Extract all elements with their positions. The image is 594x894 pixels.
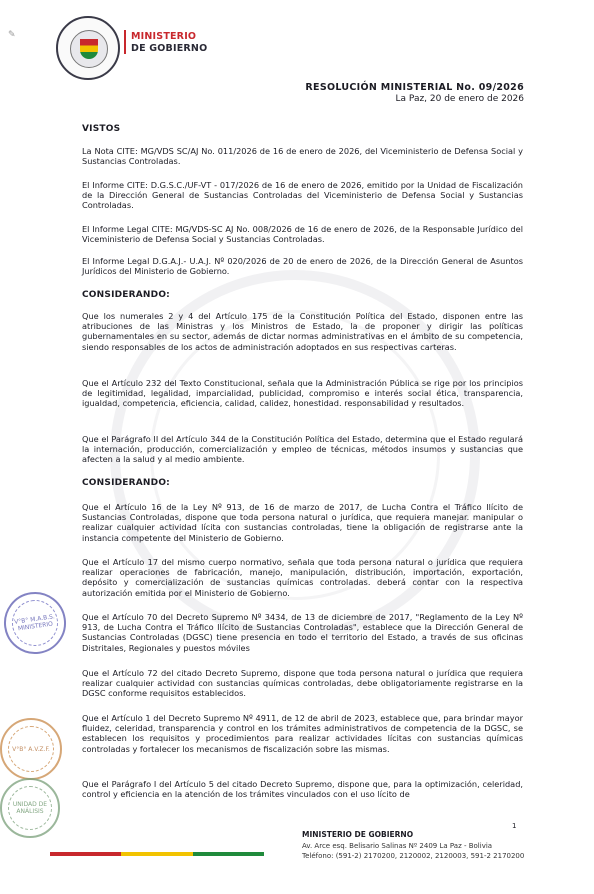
considerando-paragraph: Que el Artículo 17 del mismo cuerpo normativo, señala que toda persona natural o jurídica que requiera realizar operaciones de fabricación, manejo, manipulación, distribución, importación, exportación, depósito y comercialización de sustancias químicas controladas. deberá contar con la respectiva autorización emitida por el Ministerio de Gobierno.: [82, 557, 523, 598]
approval-stamp-icon: V°B° M.A.B.S. MINISTERIO: [0, 588, 70, 658]
section-heading-considerando: CONSIDERANDO:: [82, 290, 170, 300]
resolution-title: RESOLUCIÓN MINISTERIAL No. 09/2026: [305, 82, 524, 93]
footer-address: Av. Arce esq. Belisario Salinas Nº 2409 La Paz - Bolivia: [302, 842, 493, 850]
footer-org: MINISTERIO DE GOBIERNO: [302, 830, 414, 839]
considerando-paragraph: Que el Artículo 232 del Texto Constitucional, señala que la Administración Pública se rige por los principios de legitimidad, legalidad, imparcialidad, publicidad, compromiso e interés social ética, transparencia, igualdad, competencia, eficiencia, calidad, calidez, honestidad. responsabilidad y resultados.: [82, 378, 523, 409]
considerando-paragraph: Que el Artículo 16 de la Ley Nº 913, de 16 de marzo de 2017, de Lucha Contra el Tráfico Ilícito de Sustancias Controladas, dispone que toda persona natural o jurídica, que requiera manejar. manipular o realizar cualquier actividad lícita con sustancias controladas, tiene la obligación de registrarse ante la instancia competente del Ministerio de Gobierno.: [82, 502, 523, 543]
section-heading-vistos: VISTOS: [82, 124, 121, 134]
footer-phones: Teléfono: (591-2) 2170200, 2120002, 2120003, 591-2 2170200: [302, 852, 525, 860]
considerando-paragraph: Que el Parágrafo I del Artículo 5 del citado Decreto Supremo, dispone que, para la optimización, celeridad, control y eficiencia en la atención de los trámites vinculados con el uso lícito de: [82, 779, 523, 800]
page-number: 1: [512, 822, 517, 830]
considerando-paragraph: Que el Artículo 70 del Decreto Supremo Nº 3434, de 13 de diciembre de 2017, "Reglamento de la Ley Nº 913, de Lucha Contra el Tráfico Ilícito de Sustancias Controladas", establece que la Dirección General de Sustancias Controladas (DGSC) tiene presencia en todo el territorio del Estado, a través de sus oficinas Distritales, Regionales y puestos móviles: [82, 612, 523, 653]
considerando-paragraph: Que el Artículo 1 del Decreto Supremo Nº 4911, de 12 de abril de 2023, establece que, para brindar mayor fluidez, celeridad, transparencia y control en los trámites administrativos de competencia de la DGSC, se establecen los requisitos y procedimientos para realizar actividades lícitas con sustancias químicas controladas y fortalecer los mecanismos de fiscalización sobre las mismas.: [82, 713, 523, 754]
considerando-paragraph: Que los numerales 2 y 4 del Artículo 175 de la Constitución Política del Estado, disponen entre las atribuciones de las Ministras y los Ministros de Estado, la de proponer y dirigir las políticas gubernamentales en su sector, además de dictar normas administrativas en el ámbito de su competencia, siendo responsables de los actos de administración adoptados en sus respectivas carteras.: [82, 311, 523, 352]
vistos-paragraph: El Informe Legal CITE: MG/VDS-SC AJ No. 008/2026 de 16 de enero de 2026, de la Responsable Jurídico del Viceministerio de Defensa Social y Sustancias Controladas.: [82, 224, 523, 245]
flag-red-stripe: [50, 852, 121, 856]
approval-stamp-icon: V°B° A.V.Z.F.: [0, 718, 62, 780]
section-heading-considerando: CONSIDERANDO:: [82, 478, 170, 488]
org-name-line1: MINISTERIO: [131, 31, 197, 42]
org-name-line2: DE GOBIERNO: [131, 43, 208, 54]
considerando-paragraph: Que el Parágrafo II del Artículo 344 de la Constitución Política del Estado, determina que el Estado regulará la internación, producción, comercialización y empleo de técnicas, métodos insumos y sustancias que afecten a la salud y al medio ambiente.: [82, 434, 523, 465]
presidency-seal-icon: [56, 16, 120, 80]
resolution-date: La Paz, 20 de enero de 2026: [395, 94, 524, 104]
scan-mark: ✎: [8, 30, 16, 40]
vistos-paragraph: El Informe Legal D.G.A.J.- U.A.J. Nº 020/2026 de 20 de enero de 2026, de la Dirección General de Asuntos Jurídicos del Ministerio de Gobierno.: [82, 256, 523, 277]
considerando-paragraph: Que el Artículo 72 del citado Decreto Supremo, dispone que toda persona natural o jurídica que requiera realizar cualquier actividad con sustancias químicas controladas, debe obligatoriamente registrarse en la DGSC conforme requisitos establecidos.: [82, 668, 523, 699]
flag-color-bar: [50, 852, 264, 856]
approval-stamp-icon: UNIDAD DE ANÁLISIS: [0, 778, 60, 838]
vistos-paragraph: El Informe CITE: D.G.S.C./UF-VT - 017/2026 de 16 de enero de 2026, emitido por la Unidad de Fiscalización de la Dirección General de Sustancias Controladas del Viceministerio de Defensa Social y Sustancias Controladas.: [82, 180, 523, 211]
flag-yellow-stripe: [121, 852, 192, 856]
flag-green-stripe: [193, 852, 264, 856]
vistos-paragraph: La Nota CITE: MG/VDS SC/AJ No. 011/2026 de 16 de enero de 2026, del Viceministerio de Defensa Social y Sustancias Controladas.: [82, 146, 523, 167]
header-divider: [124, 30, 126, 54]
